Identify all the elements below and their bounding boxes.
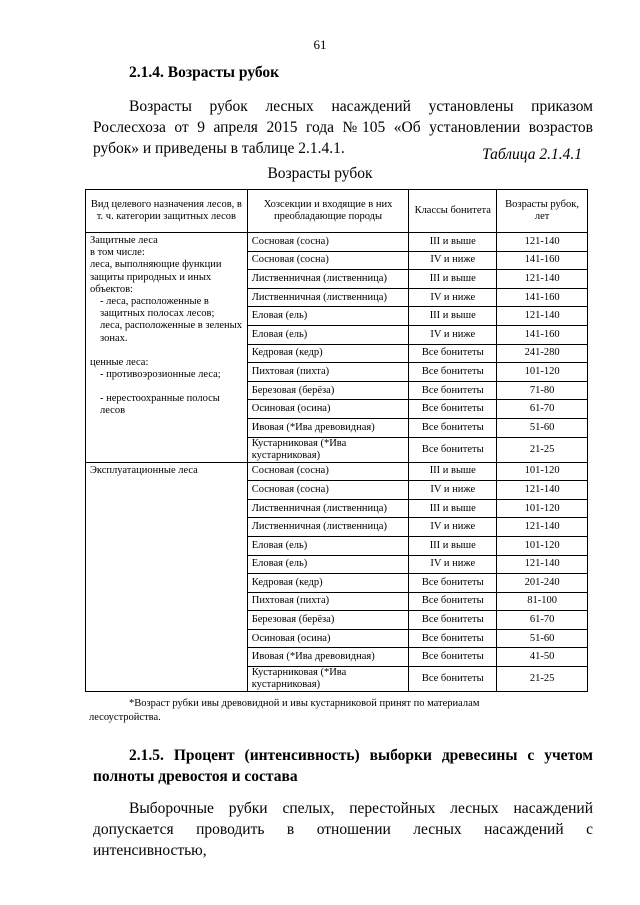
bonitet-cell: IV и ниже [409, 325, 497, 344]
category-line: Защитные леса [90, 235, 158, 246]
category-line: - противоэрозионные леса; [100, 369, 221, 381]
age-cell: 81-100 [497, 592, 588, 611]
bonitet-cell: Все бонитеты [409, 611, 497, 630]
bonitet-cell: III и выше [409, 536, 497, 555]
header-species: Хозсекции и входящие в них преобладающие породы [247, 190, 409, 233]
age-cell: 141-160 [497, 251, 588, 270]
table-header-row [86, 190, 588, 233]
bonitet-cell: Все бонитеты [409, 381, 497, 400]
age-cell: 141-160 [497, 325, 588, 344]
age-cell: 121-140 [497, 518, 588, 537]
bonitet-cell: IV и ниже [409, 481, 497, 500]
category-line: ценные леса: [90, 356, 149, 368]
category-line: леса, выполняющие функции защиты природных и иных объектов: [90, 259, 222, 295]
species-cell: Березовая (берёза) [247, 381, 409, 400]
species-cell: Осиновая (осина) [247, 400, 409, 419]
table-row [86, 462, 588, 481]
header-bonitet-class: Классы бонитета [409, 190, 497, 233]
bonitet-cell: III и выше [409, 233, 497, 252]
section2-paragraph-text: Выборочные рубки спелых, перестойных лесных насаждений допускается проводить в отношении лесных насаждений с интенсивностью, [93, 800, 593, 859]
age-cell: 121-140 [497, 481, 588, 500]
age-cell: 101-120 [497, 499, 588, 518]
species-cell: Сосновая (сосна) [247, 233, 409, 252]
species-cell: Ивовая (*Ива древовидная) [247, 648, 409, 667]
bonitet-cell: IV и ниже [409, 555, 497, 574]
species-cell: Еловая (ель) [247, 307, 409, 326]
age-cell: 121-140 [497, 307, 588, 326]
age-cell: 51-60 [497, 418, 588, 437]
category-line: леса, расположенные в зеленых зонах. [100, 320, 242, 344]
age-cell: 41-50 [497, 648, 588, 667]
age-cell: 121-140 [497, 233, 588, 252]
section2-heading-text: 2.1.5. Процент (интенсивность) выборки древесины с учетом полноты древостоя и состава [93, 747, 593, 785]
age-cell: 141-160 [497, 288, 588, 307]
species-cell: Сосновая (сосна) [247, 462, 409, 481]
age-cell: 61-70 [497, 400, 588, 419]
age-cell: 71-80 [497, 381, 588, 400]
bonitet-cell: Все бонитеты [409, 400, 497, 419]
page-number: 61 [313, 37, 327, 52]
table-caption: Таблица 2.1.4.1 [482, 146, 582, 163]
footnote-line-1: *Возраст рубки ивы древовидной и ивы кустарниковой принят по материалам [129, 698, 480, 709]
bonitet-cell: Все бонитеты [409, 437, 497, 462]
bonitet-cell: Все бонитеты [409, 648, 497, 667]
age-cell: 121-140 [497, 270, 588, 289]
species-cell: Пихтовая (пихта) [247, 363, 409, 382]
species-cell: Лиственничная (лиственница) [247, 499, 409, 518]
table-row [86, 233, 588, 252]
footnote-line-2: лесоустройства. [89, 712, 161, 723]
bonitet-cell: Все бонитеты [409, 592, 497, 611]
age-cell: 121-140 [497, 555, 588, 574]
species-cell: Еловая (ель) [247, 536, 409, 555]
bonitet-cell: Все бонитеты [409, 344, 497, 363]
section2-paragraph [93, 798, 593, 861]
bonitet-cell: III и выше [409, 307, 497, 326]
species-cell: Еловая (ель) [247, 555, 409, 574]
bonitet-cell: III и выше [409, 462, 497, 481]
species-cell: Кедровая (кедр) [247, 574, 409, 593]
category-line: - нерестоохранные полосы лесов [100, 393, 220, 417]
age-cell: 21-25 [497, 437, 588, 462]
section2-heading [93, 745, 593, 787]
age-cell: 101-120 [497, 462, 588, 481]
species-cell: Лиственничная (лиственница) [247, 270, 409, 289]
bonitet-cell: Все бонитеты [409, 574, 497, 593]
category-exploitation-forests [86, 462, 248, 692]
intro-paragraph-text: Возрасты рубок лесных насаждений установлены приказом Рослесхоза от 9 апреля 2015 года №105 «Об установлении возрастов рубок» и приведены в таблице 2.1.4.1. [93, 98, 593, 157]
species-cell: Березовая (берёза) [247, 611, 409, 630]
header-cutting-age: Возрасты рубок, лет [497, 190, 588, 233]
age-cell: 51-60 [497, 629, 588, 648]
table-footnote [89, 697, 480, 725]
age-cell: 21-25 [497, 667, 588, 692]
category-line: в том числе: [90, 247, 145, 259]
bonitet-cell: III и выше [409, 270, 497, 289]
header-forest-purpose: Вид целевого назначения лесов, в т. ч. категории защитных лесов [86, 190, 248, 233]
species-cell: Кедровая (кедр) [247, 344, 409, 363]
age-cell: 61-70 [497, 611, 588, 630]
age-cell: 201-240 [497, 574, 588, 593]
bonitet-cell: IV и ниже [409, 518, 497, 537]
age-cell: 101-120 [497, 536, 588, 555]
bonitet-cell: Все бонитеты [409, 418, 497, 437]
bonitet-cell: III и выше [409, 499, 497, 518]
species-cell: Кустарниковая (*Ива кустарниковая) [247, 437, 409, 462]
category-line: Эксплуатационные леса [90, 464, 198, 476]
species-cell: Сосновая (сосна) [247, 251, 409, 270]
species-cell: Осиновая (осина) [247, 629, 409, 648]
age-cell: 101-120 [497, 363, 588, 382]
species-cell: Кустарниковая (*Ива кустарниковая) [247, 667, 409, 692]
bonitet-cell: IV и ниже [409, 251, 497, 270]
cutting-age-table [85, 189, 588, 692]
bonitet-cell: Все бонитеты [409, 629, 497, 648]
species-cell: Пихтовая (пихта) [247, 592, 409, 611]
species-cell: Ивовая (*Ива древовидная) [247, 418, 409, 437]
species-cell: Лиственничная (лиственница) [247, 518, 409, 537]
bonitet-cell: IV и ниже [409, 288, 497, 307]
category-protective-forests [86, 233, 248, 463]
table-title: Возрасты рубок [267, 165, 373, 182]
bonitet-cell: Все бонитеты [409, 363, 497, 382]
bonitet-cell: Все бонитеты [409, 667, 497, 692]
section-heading: 2.1.4. Возрасты рубок [129, 64, 280, 81]
age-cell: 241-280 [497, 344, 588, 363]
species-cell: Лиственничная (лиственница) [247, 288, 409, 307]
category-line: - леса, расположенные в защитных полосах лесов; [100, 296, 215, 320]
species-cell: Еловая (ель) [247, 325, 409, 344]
species-cell: Сосновая (сосна) [247, 481, 409, 500]
